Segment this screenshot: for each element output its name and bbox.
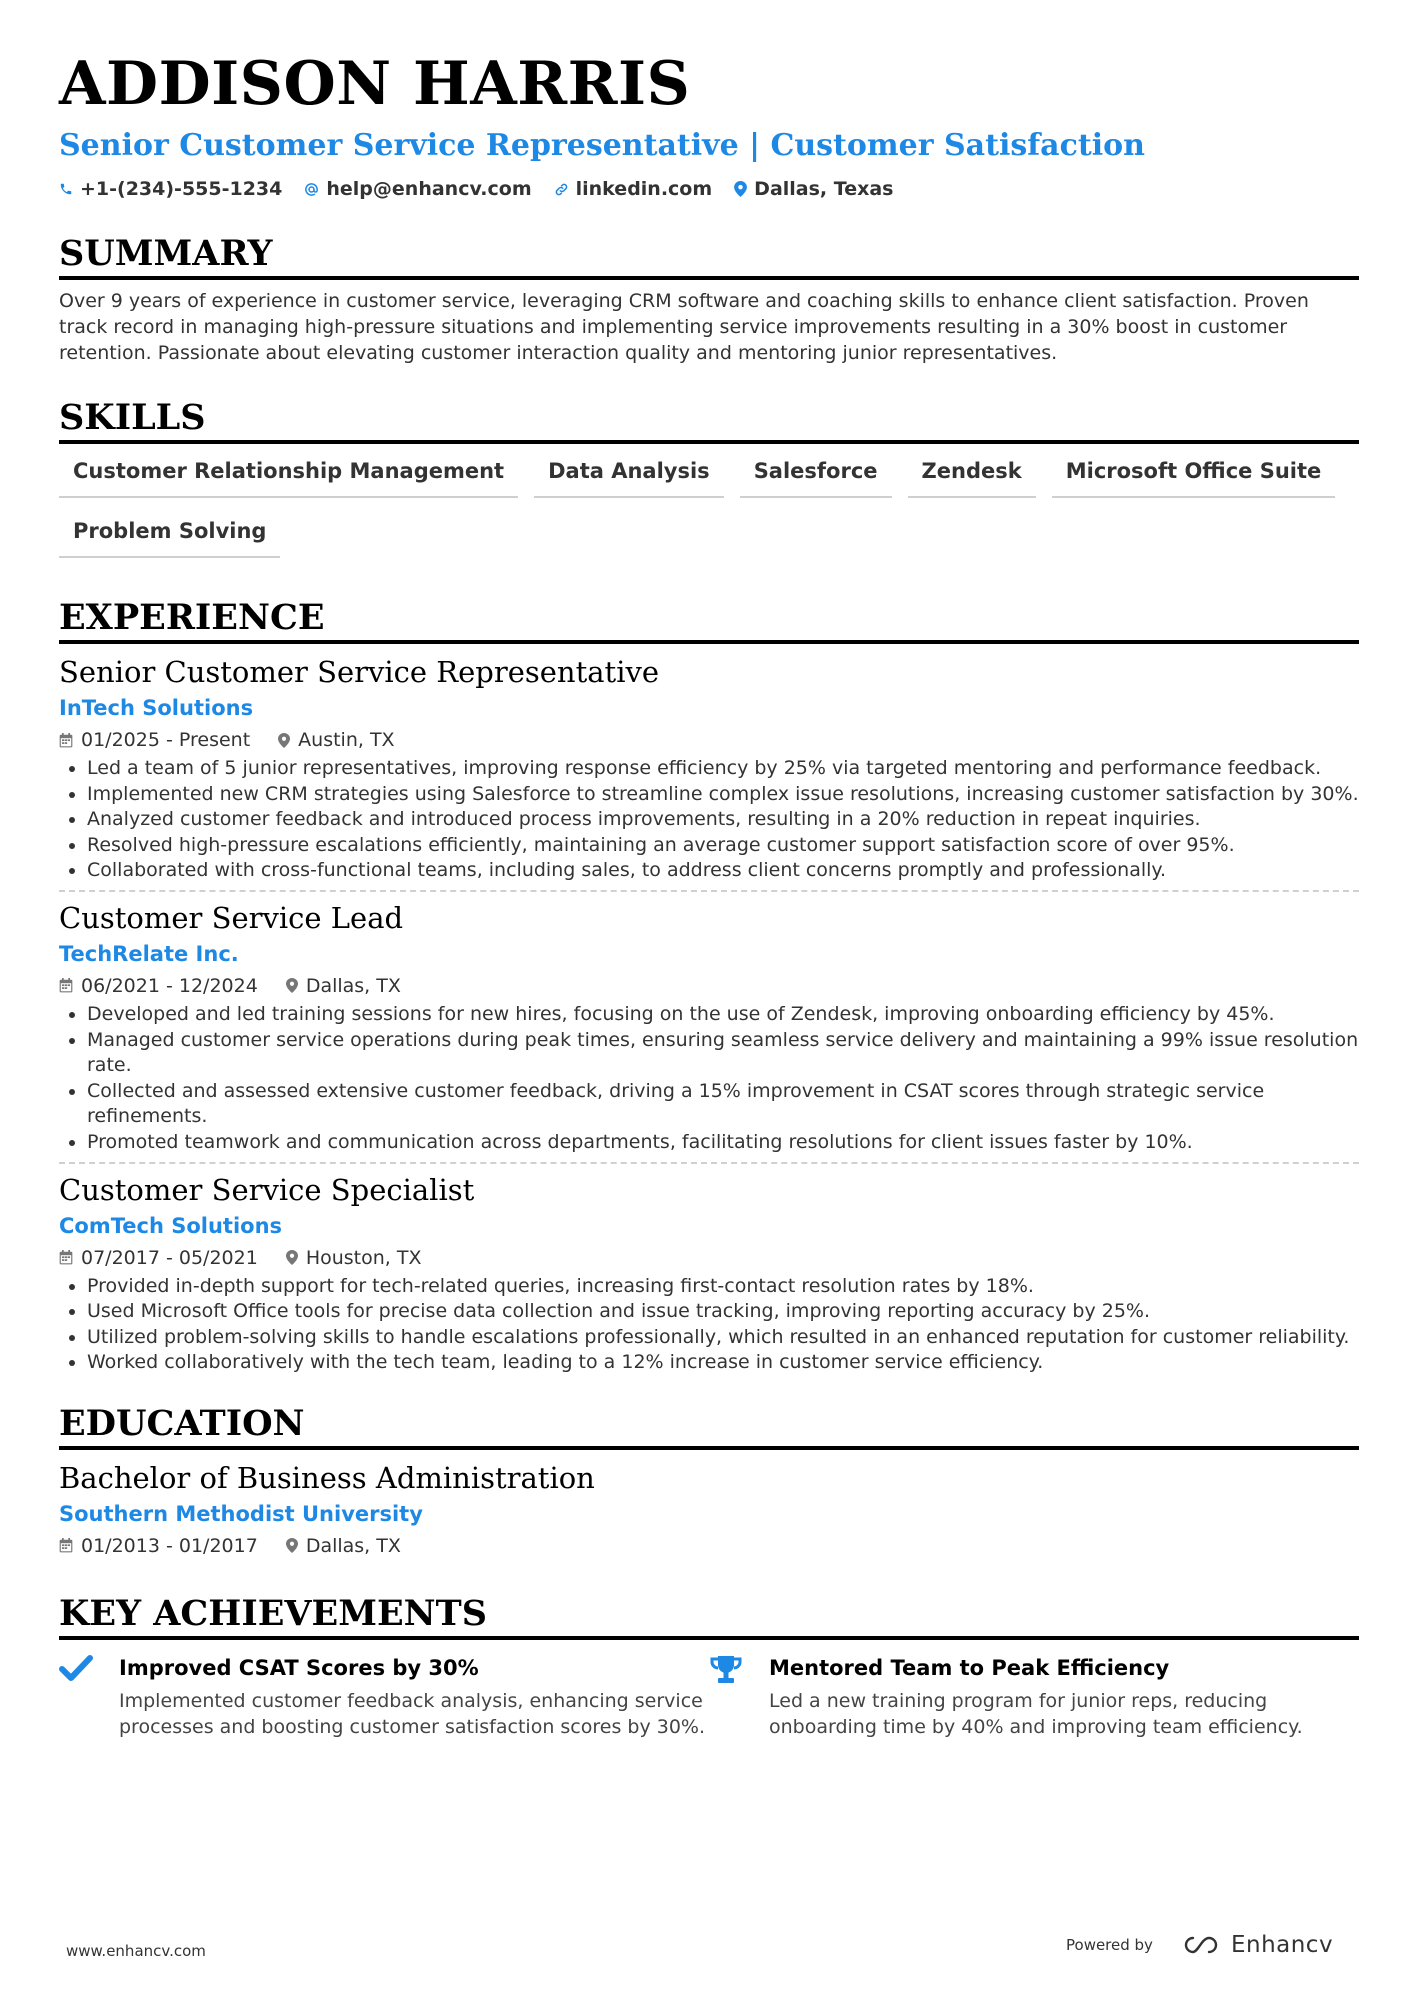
calendar-icon: [59, 1250, 73, 1265]
education-location-text: Dallas, TX: [305, 1534, 401, 1557]
job-dates-text: 07/2017 - 05/2021: [81, 1246, 258, 1269]
job-bullet: • Promoted teamwork and communication across departments, facilitating resolutions for client issues faster by 10%.: [87, 1130, 1359, 1156]
contact-location-text: Dallas, Texas: [754, 178, 894, 200]
achievement-title: Mentored Team to Peak Efficiency: [769, 1655, 1170, 1680]
achievement-body: [119, 1652, 709, 1740]
location-pin-icon: [286, 1538, 298, 1553]
job-bullet: • Utilized problem-solving skills to handle escalations professionally, which resulted in an enhanced reputation for customer reliability.: [87, 1325, 1359, 1351]
calendar-icon: [59, 733, 73, 748]
contact-email[interactable]: [304, 178, 531, 200]
achievements-section: [59, 1592, 1359, 1740]
resume-header: [59, 44, 1359, 202]
job-dates: [59, 972, 258, 1000]
contact-linkedin[interactable]: [554, 178, 713, 200]
location-pin-icon: [278, 733, 290, 748]
footer-website[interactable]: www.enhancv.com: [66, 1942, 206, 1960]
job-bullet: • Developed and led training sessions for new hires, focusing on the use of Zendesk, improving onboarding efficiency by 45%.: [87, 1002, 1359, 1028]
summary-heading: SUMMARY: [59, 232, 1359, 280]
education-section: [59, 1402, 1359, 1566]
job-dates-text: 01/2025 - Present: [81, 729, 251, 751]
education-meta: [59, 1532, 1359, 1560]
contact-linkedin-text: linkedin.com: [575, 178, 713, 200]
calendar-icon: [59, 1538, 73, 1553]
footer-branding[interactable]: [1066, 1932, 1333, 1958]
job-bullets: [59, 756, 1359, 884]
achievement-item: [59, 1652, 709, 1740]
job-bullet: • Provided in-depth support for tech-related queries, increasing first-contact resolution rates by 18%.: [87, 1274, 1359, 1300]
job-bullet: • Used Microsoft Office tools for precise data collection and issue tracking, improving reporting accuracy by 25%.: [87, 1299, 1359, 1325]
summary-section: [59, 232, 1359, 366]
job-bullet: • Implemented new CRM strategies using Salesforce to streamline complex issue resolutions, increasing customer satisfaction by 30%.: [87, 782, 1359, 808]
job-meta: [59, 972, 1359, 1000]
job-divider: [59, 1162, 1359, 1164]
job-bullet: • Worked collaboratively with the tech team, leading to a 12% increase in customer service efficiency.: [87, 1350, 1359, 1376]
job-title: Customer Service Lead: [59, 900, 404, 935]
company-name: InTech Solutions: [59, 696, 254, 720]
skill-tag: Problem Solving: [59, 516, 280, 558]
achievements-heading: KEY ACHIEVEMENTS: [59, 1592, 1359, 1640]
experience-section: [59, 596, 1359, 1382]
skill-tag: Salesforce: [740, 456, 892, 498]
candidate-name: ADDISON HARRIS: [59, 49, 691, 119]
education-entry: [59, 1458, 1359, 1566]
achievement-desc: Led a new training program for junior reps, reducing onboarding time by 40% and improving team efficiency.: [769, 1689, 1303, 1738]
job-entry: [59, 1170, 1359, 1382]
enhancv-logo-icon: [1179, 1934, 1223, 1956]
education-heading: EDUCATION: [59, 1402, 1359, 1450]
location-pin-icon: [734, 181, 747, 197]
job-meta: [59, 726, 1359, 754]
location-pin-icon: [286, 978, 298, 993]
skills-section: [59, 396, 1359, 576]
contact-bar: [59, 176, 1359, 202]
achievement-item: [709, 1652, 1359, 1740]
job-divider: [59, 890, 1359, 892]
job-location: [286, 1244, 422, 1272]
achievement-desc: Implemented customer feedback analysis, enhancing service processes and boosting customer satisfaction scores by 30%.: [119, 1689, 706, 1738]
experience-heading: EXPERIENCE: [59, 596, 1359, 644]
education-location: [286, 1532, 401, 1560]
trophy-icon: [709, 1654, 743, 1686]
job-dates-text: 06/2021 - 12/2024: [81, 974, 258, 997]
job-location-text: Austin, TX: [298, 729, 395, 751]
candidate-title: Senior Customer Service Representative | Customer Satisfaction: [59, 128, 1145, 163]
at-icon: [304, 182, 319, 197]
degree-title: Bachelor of Business Administration: [59, 1460, 595, 1495]
skill-tag: Zendesk: [908, 456, 1036, 498]
job-dates: [59, 1244, 258, 1272]
job-bullet: • Led a team of 5 junior representatives, improving response efficiency by 25% via targeted mentoring and performance feedback.: [87, 756, 1359, 782]
contact-phone-text: +1-(234)-555-1234: [80, 178, 283, 200]
achievements-grid: [59, 1652, 1359, 1740]
job-bullets: [59, 1274, 1359, 1376]
job-location-text: Dallas, TX: [305, 974, 401, 997]
job-meta: [59, 1244, 1359, 1272]
job-dates: [59, 726, 250, 754]
job-bullet: • Managed customer service operations during peak times, ensuring seamless service delivery and maintaining a 99% issue resolution rate.: [87, 1028, 1359, 1079]
skill-tag: Microsoft Office Suite: [1052, 456, 1336, 498]
job-bullets: [59, 1002, 1359, 1156]
achievement-icon-wrap: [709, 1652, 769, 1740]
job-bullet: • Resolved high-pressure escalations efficiently, maintaining an average customer support satisfaction score of over 95%.: [87, 833, 1359, 859]
job-entry: [59, 652, 1359, 898]
phone-icon: [59, 182, 73, 196]
skill-tag: Customer Relationship Management: [59, 456, 518, 498]
job-location: [278, 726, 394, 754]
checkmark-icon: [59, 1654, 93, 1682]
job-title: Customer Service Specialist: [59, 1172, 475, 1207]
achievement-body: [769, 1652, 1359, 1740]
summary-text: Over 9 years of experience in customer service, leveraging CRM software and coaching skills to enhance client satisfaction. Proven track record in managing high-pressure situations and implementing service improvements resulting in a 30% boost in customer retention. Passionate about elevating customer interaction quality and mentoring junior representatives.: [59, 290, 1309, 364]
contact-phone[interactable]: [59, 178, 282, 200]
job-entry: [59, 898, 1359, 1170]
education-dates: [59, 1532, 258, 1560]
brand-name: Enhancv: [1230, 1932, 1334, 1958]
contact-location: [734, 178, 893, 200]
job-title: Senior Customer Service Representative: [59, 655, 660, 689]
contact-email-text: help@enhancv.com: [326, 178, 532, 200]
education-dates-text: 01/2013 - 01/2017: [81, 1534, 258, 1557]
skills-list: [59, 456, 1359, 576]
achievement-title: Improved CSAT Scores by 30%: [119, 1655, 479, 1680]
calendar-icon: [59, 978, 73, 993]
company-name: ComTech Solutions: [59, 1213, 283, 1238]
link-icon: [554, 182, 569, 197]
powered-by-text: Powered by: [1066, 1936, 1153, 1954]
resume-content: [59, 44, 1359, 1740]
skill-tag: Data Analysis: [534, 456, 724, 498]
skills-heading: SKILLS: [59, 396, 1359, 444]
achievement-icon-wrap: [59, 1652, 119, 1740]
job-location: [286, 972, 401, 1000]
location-pin-icon: [286, 1250, 298, 1265]
company-name: TechRelate Inc.: [59, 941, 239, 966]
school-name: Southern Methodist University: [59, 1501, 423, 1526]
job-bullet: • Collected and assessed extensive customer feedback, driving a 15% improvement in CSAT scores through strategic service refinements.: [87, 1079, 1359, 1130]
job-bullet: • Collaborated with cross-functional teams, including sales, to address client concerns promptly and professionally.: [87, 858, 1359, 884]
job-location-text: Houston, TX: [305, 1246, 422, 1269]
job-bullet: • Analyzed customer feedback and introduced process improvements, resulting in a 20% reduction in repeat inquiries.: [87, 807, 1359, 833]
